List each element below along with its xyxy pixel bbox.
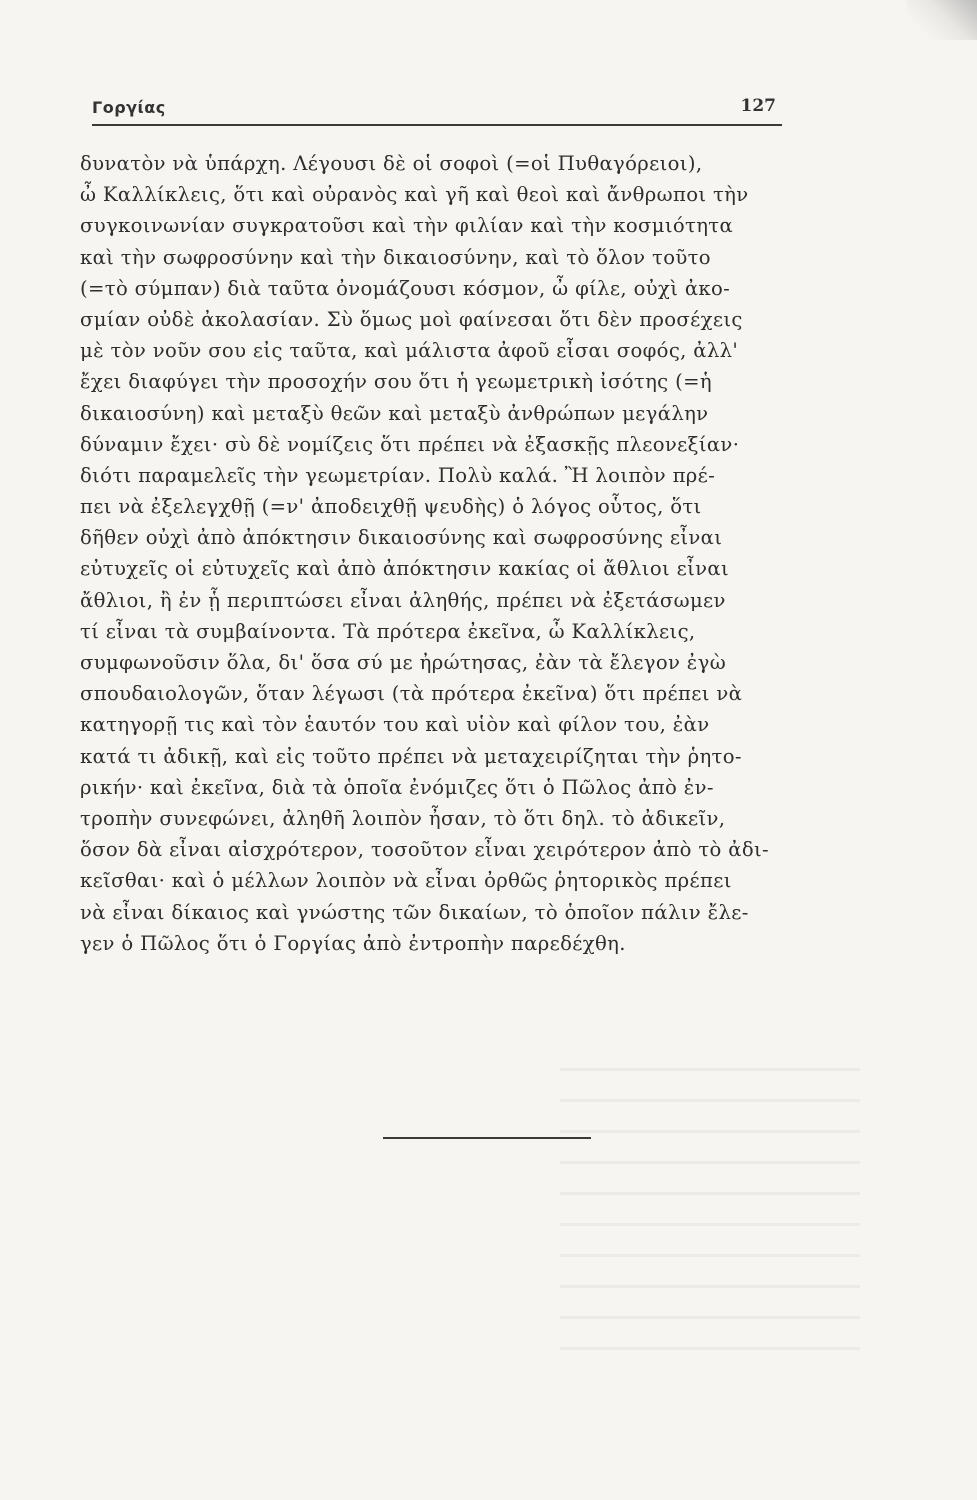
text-line: δυνατὸν νὰ ὑπάρχη. Λέγουσι δὲ οἱ σοφοὶ (=οἱ Πυθαγόρειοι), [80,152,703,175]
text-line: σμίαν οὐδὲ ἀκολασίαν. Σὺ ὅμως μοὶ φαίνεσαι ὅτι δὲν προσέχεις [80,307,743,331]
text-line: ὦ Καλλίκλεις, ὅτι καὶ οὐρανὸς καὶ γῆ καὶ θεοὶ καὶ ἄνθρωποι τὴν [80,183,749,207]
page-number: 127 [740,96,776,116]
page-corner-shadow [907,0,977,40]
text-line: δικαιοσύνη) καὶ μεταξὺ θεῶν καὶ μεταξὺ ἀνθρώπων μεγάλην [80,401,709,425]
text-line: μὲ τὸν νοῦν σου εἰς ταῦτα, καὶ μάλιστα ἀφοῦ εἶσαι σοφός, ἀλλ' [80,339,739,363]
text-line: (=τὸ σύμπαν) διὰ ταῦτα ὀνομάζουσι κόσμον, ὦ φίλε, οὐχὶ ἀκο- [80,276,731,300]
show-through-text [560,1040,860,1370]
running-head [92,92,782,126]
text-line: κατά τι ἀδικῇ, καὶ εἰς τοῦτο πρέπει νὰ μεταχειρίζηται τὴν ῥητο- [80,744,742,768]
text-line: πει νὰ ἐξελεγχθῇ (=ν' ἀποδειχθῇ ψευδὴς) ὁ λόγος οὗτος, ὅτι [80,495,702,519]
text-line: ἔχει διαφύγει τὴν προσοχήν σου ὅτι ἡ γεωμετρικὴ ἰσότης (=ἡ [80,370,712,394]
text-line: διότι παραμελεῖς τὴν γεωμετρίαν. Πολὺ καλά. Ἢ λοιπὸν πρέ- [80,463,716,487]
text-line: δύναμιν ἔχει· σὺ δὲ νομίζεις ὅτι πρέπει νὰ ἐξασκῇς πλεονεξίαν· [80,432,740,456]
text-line: καὶ τὴν σωφροσύνην καὶ τὴν δικαιοσύνην, καὶ τὸ ὅλον τοῦτο [80,245,711,269]
text-line: εὐτυχεῖς οἱ εὐτυχεῖς καὶ ἀπὸ ἀπόκτησιν κακίας οἱ ἄθλιοι εἶναι [80,557,729,581]
text-line: τί εἶναι τὰ συμβαίνοντα. Τὰ πρότερα ἐκεῖνα, ὦ Καλλίκλεις, [80,619,696,643]
text-line: ρικήν· καὶ ἐκεῖνα, διὰ τὰ ὁποῖα ἐνόμιζες ὅτι ὁ Πῶλος ἀπὸ ἐν- [80,775,714,799]
running-head-title: Γοργίας [92,98,166,117]
text-line: γεν ὁ Πῶλος ὅτι ὁ Γοργίας ἀπὸ ἐντροπὴν παρεδέχθη. [80,931,626,955]
section-end-rule [383,1137,591,1139]
text-line: τροπὴν συνεφώνει, ἀληθῆ λοιπὸν ἦσαν, τὸ ὅτι δηλ. τὸ ἀδικεῖν, [80,806,726,830]
text-line: συγκοινωνίαν συγκρατοῦσι καὶ τὴν φιλίαν καὶ τὴν κοσμιότητα [80,214,734,238]
text-line: νὰ εἶναι δίκαιος καὶ γνώστης τῶν δικαίων, τὸ ὁποῖον πάλιν ἔλε- [80,900,749,924]
body-text [80,148,800,959]
text-line: ἄθλιοι, ἢ ἐν ᾗ περιπτώσει εἶναι ἀληθής, πρέπει νὰ ἐξετάσωμεν [80,588,726,612]
text-line: ὅσον δὰ εἶναι αἰσχρότερον, τοσοῦτον εἶναι χειρότερον ἀπὸ τὸ ἀδι- [80,838,769,862]
text-line: σπουδαιολογῶν, ὅταν λέγωσι (τὰ πρότερα ἐκεῖνα) ὅτι πρέπει νὰ [80,682,743,706]
text-line: δῆθεν οὐχὶ ἀπὸ ἀπόκτησιν δικαιοσύνης καὶ σωφροσύνης εἶναι [80,526,723,550]
text-line: συμφωνοῦσιν ὅλα, δι' ὅσα σύ με ἠρώτησας, ἐὰν τὰ ἔλεγον ἐγὼ [80,651,727,674]
text-line: κεῖσθαι· καὶ ὁ μέλλων λοιπὸν νὰ εἶναι ὀρθῶς ῥητορικὸς πρέπει [80,869,732,893]
text-line: κατηγορῇ τις καὶ τὸν ἑαυτόν του καὶ υἱὸν καὶ φίλον του, ἐὰν [80,713,710,737]
